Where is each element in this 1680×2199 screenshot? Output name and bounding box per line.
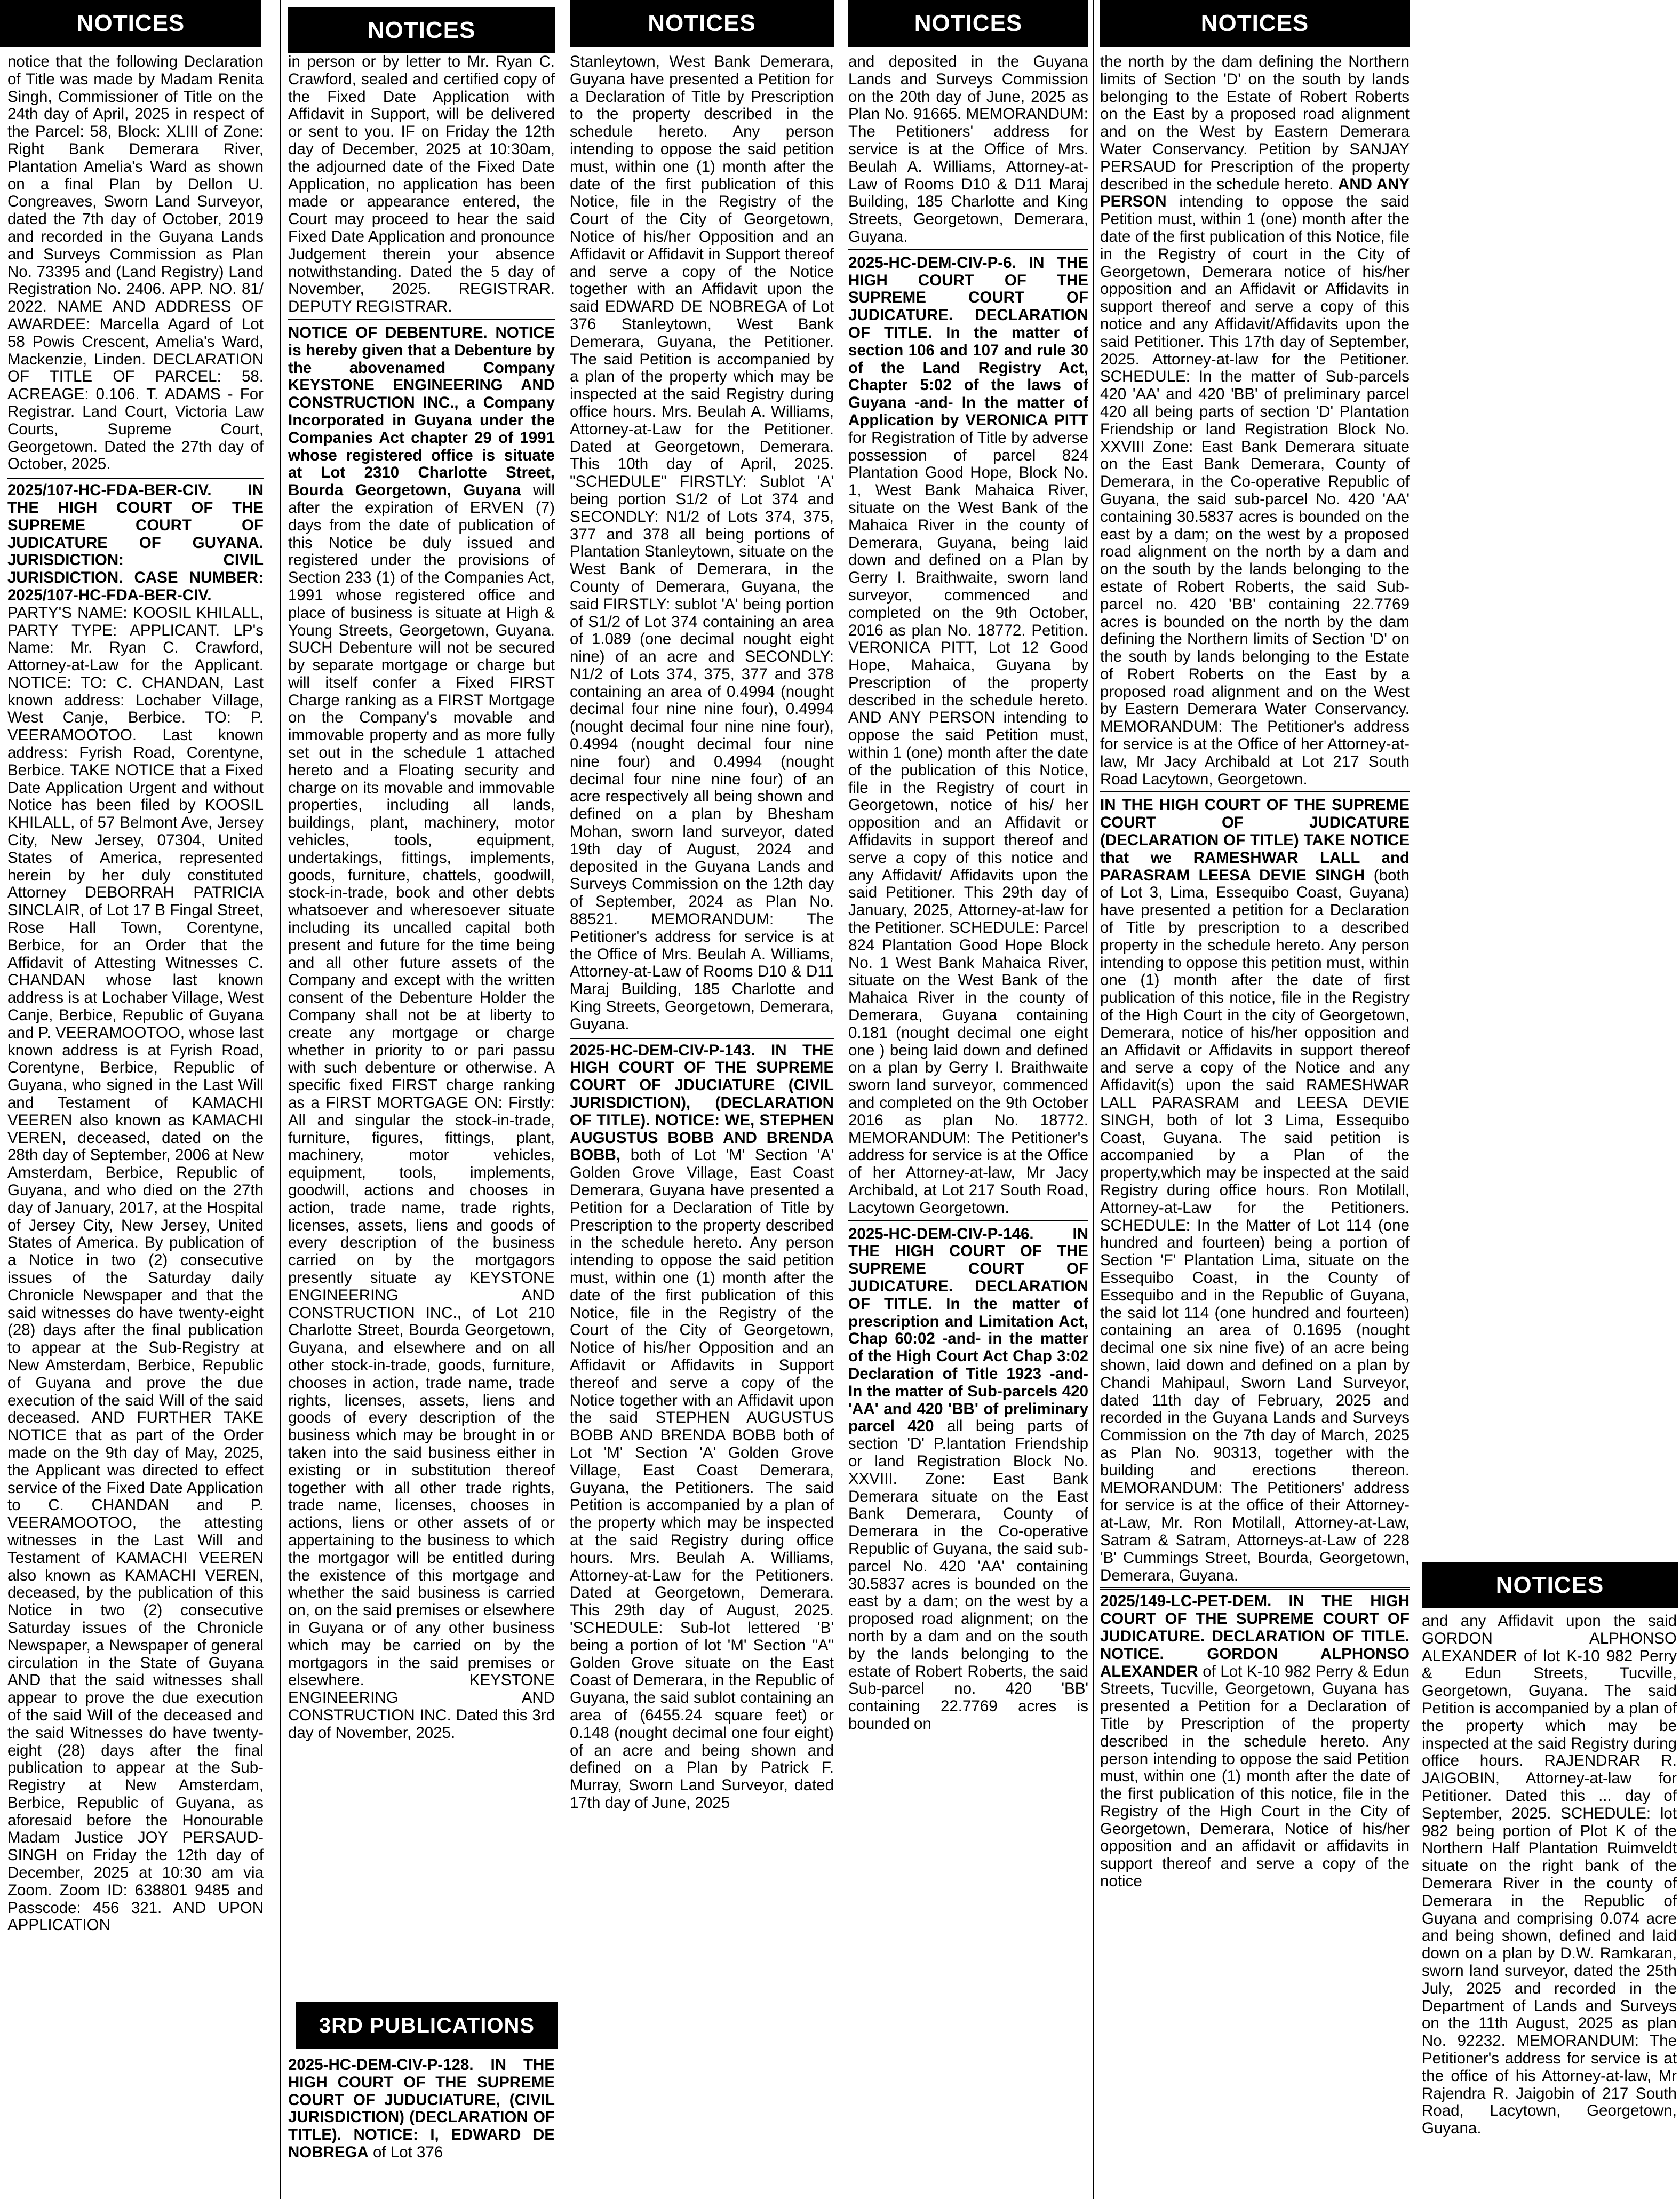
notices-header: NOTICES xyxy=(288,7,555,53)
notice-heading: 2025-HC-DEM-CIV-P-128. IN THE HIGH COURT OF THE SUPREME COURT OF JUDUCIATURE, (CIVIL JURISDICTION) (DECLARATION OF TITLE). NOTICE: I, EDWARD DE NOBREGA xyxy=(288,2056,555,2161)
notice-heading: 2025-HC-DEM-CIV-P-143. IN THE HIGH COURT OF THE SUPREME COURT OF JDUCIATURE (CIVIL JURISDICTION), (DECLARATION OF TITLE). NOTICE: WE, STEPHEN AUGUSTUS BOBB AND BRENDA BOBB, xyxy=(570,1041,834,1164)
notice-text: Stanleytown, West Bank Demerara, Guyana have presented a Petition for a Declaration of Title by Prescription to the property described in the schedule hereto. Any person intending to oppose the said petition must, within one (1) month after the date of the first publication of this Notice, file in the Registry of the Court of the City of Georgetown, Notice of his/her Opposition and an Affidavit or Affidavit in Support thereof and serve a copy of the Notice together with an Affidavit upon the said EDWARD DE NOBREGA of Lot 376 Stanleytown, West Bank Demerara, Guyana, the Petitioner. The said Petition is accompanied by a plan of the property which may be inspected at the said Registry during office hours. Mrs. Beulah A. Williams, Attorney-at-Law for the Petitioner. Dated at Georgetown, Demerara. This 10th day of April, 2025. "SCHEDULE" FIRSTLY: Sublot 'A' being portion S1/2 of Lot 374 and SECONDLY: N1/2 of Lots 374, 375, 377 and 378 all being portions of Plantation Stanleytown, situate on the West Bank of Demerara, in the County of Demerara, Guyana, the said FIRSTLY: sublot 'A' being portion of S1/2 of Lot 374 containing an area of 1.089 (one decimal nought eight nine) of an acre and SECONDLY: N1/2 of Lots 374, 375, 377 and 378 containing an area of 0.4994 (nought decimal four nine nine four), 0.4994 (nought decimal four nine nine four), 0.4994 (nought decimal four nine nine four) and 0.4994 (nought decimal four nine nine four) of an acre respectively all being shown and defined on a plan by Bhesham Mohan, sworn land surveyor, dated 19th day of August, 2024 and deposited in the Guyana Lands and Surveys Commission on the 12th day of September, 2024 as Plan No. 88521. MEMORANDUM: The Petitioner's address for service is at the Office of Mrs. Beulah A. Williams, Attorney-at-Law of Rooms D10 & D11 Maraj Building, 185 Charlotte and King Streets, Georgetown, Demerara, Guyana. xyxy=(570,53,834,1033)
notice-text: for Registration of Title by adverse possession of parcel 824 Plantation Good Hope, Block No. 1, West Bank Mahaica River, situate on the West Bank of the Mahaica River in the county of Demerara, Guyana, being laid down and defined on a Plan by Gerry I. Braithwaite, sworn land surveyor, commenced and completed on the 9th October, 2016 as plan No. 18772. Petition. VERONICA PITT, Lot 12 Good Hope, Mahaica, Guyana by Prescription of the property described in the schedule hereto. AND ANY PERSON intending to oppose the said Petition must, within 1 (one) month after the date of the publication of this Notice, file in the Registry of court in Georgetown, notice of his/ her opposition and an Affidavit or Affidavits in support thereof and serve a copy of this notice and any Affidavit/ Affidavits upon the said Petitioner. This 29th day of January, 2025, Attorney-at-law for the Petitioner. SCHEDULE: Parcel 824 Plantation Good Hope Block No. 1 West Bank Mahaica River, situate on the West Bank of the Mahaica River in the county of Demerara, Guyana containing 0.181 (nought decimal one eight one ) being laid down and defined on a plan by Gerry I. Braithwaite sworn land surveyor, commenced and completed on the 9th October 2016 as plan No. 18772. MEMORANDUM: The Petitioner's address for service is at the Office of her Attorney-at-law, Mr Jacy Archibald, at Lot 217 South Road, Lacytown Georgetown. xyxy=(848,428,1088,1217)
column-6 xyxy=(1422,1613,1677,2194)
column-1 xyxy=(7,53,264,2193)
notices-header: NOTICES xyxy=(848,0,1088,47)
column-divider xyxy=(280,0,281,2199)
notice-text: and deposited in the Guyana Lands and Surveys Commission on the 20th day of June, 2025 as Plan No. 91665. MEMORANDUM: The Petitioners' address for service is at the Office of Mrs. Beulah A. Williams, Attorney-at-Law of Rooms D10 & D11 Maraj Building, 185 Charlotte and King Streets, Georgetown, Demerara, Guyana. xyxy=(848,53,1088,245)
notice-emphasis: AND ANY PERSON xyxy=(1100,175,1410,211)
column-divider xyxy=(1093,0,1094,2199)
notice-text: the north by the dam defining the Northern limits of Section 'D' on the south by lands belonging to the Estate of Robert Roberts on the East by a proposed road alignment and on the West by Eastern Demerara Water Conservancy. Petition by SANJAY PERSAUD for Prescription of the property described in the schedule hereto. xyxy=(1100,53,1410,193)
notice-separator xyxy=(848,249,1088,251)
notice-separator xyxy=(1100,791,1410,793)
notice-text: of Lot K-10 982 Perry & Edun Streets, Tucville, Georgetown, Guyana has presented a Petition for a Declaration of Title by Prescription of the property described in the schedule hereto. Any person intending to oppose the said Petition must, within one (1) month after the date of the first publication of this notice, file in the Registry of the High Court in the City of Georgetown, Demerara, Notice of his/her opposition and an affidavit or affidavits in support thereof and serve a copy of the notice xyxy=(1100,1662,1410,1891)
notice-text: will after the expiration of ERVEN (7) days from the date of publication of this Notice be duly issued and registered under the provisions of Section 233 (1) of the Companies Act, 1991 whose registered office and place of business is situate at High & Young Streets, Georgetown, Guyana. SUCH Debenture will not be secured by separate mortgage or charge but will itself confer a Fixed FIRST Charge ranking as a FIRST Mortgage on the Company's movable and immovable property and as more fully set out in the schedule 1 attached hereto and a Floating security and charge on its movable and immovable properties, including all lands, buildings, plant, machinery, motor vehicles, tools, equipment, undertakings, fittings, implements, goods, furniture, chattels, goodwill, stock-in-trade, book and other debts whatsoever and wheresoever situate including its uncalled capital both present and future for the time being and all other future assets of the Company and except with the written consent of the Debenture Holder the Company shall not be at liberty to create any mortgage or charge whether in priority to or pari passu with such debenture or otherwise. A specific fixed FIRST charge ranking as a FIRST MORTGAGE ON: Firstly: All and singular the stock-in-trade, furniture, figures, fittings, plant, machinery, motor vehicles, equipment, tools, implements, goodwill, actions and chooses in action, trade name, trade rights, licenses, assets, liens and goods of every description of the business carried on by the mortgagors presently situate ay KEYSTONE ENGINEERING AND CONSTRUCTION INC., of Lot 210 Charlotte Street, Bourda Georgetown, Guyana, and elsewhere and on all other stock-in-trade, goods, furniture, chooses in action, trade name, trade rights, licenses, assets, liens and goods of every description of the business which may be brought in or taken into the said business either in existing or in substitution thereof together with all other trade rights, trade name, licenses, chooses in actions, liens or other assets of or appertaining to the business to which the mortgagor will be entitled during the existence of this mortgage and whether the said business is carried on, on the said premises or elsewhere in Guyana or of any other business which may be carried on by the mortgagors in the said premises or elsewhere. KEYSTONE ENGINEERING AND CONSTRUCTION INC. Dated this 3rd day of November, 2025. xyxy=(288,481,555,1742)
notice-heading: NOTICE OF DEBENTURE. NOTICE is hereby given that a Debenture by the abovenamed Company KEYSTONE ENGINEERING AND CONSTRUCTION INC., a Company Incorporated in Guyana under the Companies Act chapter 29 of 1991 whose registered office is situate at Lot 2310 Charlotte Street, Bourda Georgetown, Guyana xyxy=(288,323,555,499)
column-2 xyxy=(288,53,555,2193)
notice-heading: 2025/149-LC-PET-DEM. IN THE HIGH COURT OF THE SUPREME COURT OF JUDICATURE. DECLARATION OF TITLE. NOTICE. GORDON ALPHONSO ALEXANDER xyxy=(1100,1592,1410,1680)
notice-text: PARTY'S NAME: KOOSIL KHILALL, PARTY TYPE: APPLICANT. LP's Name: Mr. Ryan C. Crawford, Attorney-at-Law for the Applicant. NOTICE: TO: C. CHANDAN, Last known address: Lochaber Village, West Canje, Berbice. TO: P. VEERAMOOTOO. Last known address: Fyrish Road, Corentyne, Berbice. TAKE NOTICE that a Fixed Date Application Urgent and without Notice has been filed by KOOSIL KHILALL, of 57 Belmont Ave, Jersey City, New Jersey, 07304, United States of America, represented herein by her duly constituted Attorney DEBORRAH PATRICIA SINCLAIR, of Lot 17 B Fingal Street, Rose Hall Town, Corentyne, Berbice, for an Order that the Affidavit of Attesting Witnesses C. CHANDAN whose last known address is at Lochaber Village, West Canje, Berbice, Republic of Guyana and P. VEERAMOOTOO, whose last known address is at Fyrish Road, Corentyne, Berbice, Republic of Guyana, who signed in the Last Will and Testament of KAMACHI VEEREN also known as KAMACHI VEREN, deceased, dated on the 28th day of September, 2006 at New Amsterdam, Berbice, Republic of Guyana, and who died on the 27th day of January, 2017, at the Hospital of Jersey City, New Jersey, United States of America. By publication of a Notice in two (2) consecutive issues of the Saturday daily Chronicle Newspaper and that the said witnesses do have twenty-eight (28) days after the final publication to appear at the Sub-Registry at New Amsterdam, Berbice, Republic of Guyana and prove the due execution of the said Will of the said deceased. AND FURTHER TAKE NOTICE that as part of the Order made on the 9th day of May, 2025, the Applicant was directed to effect service of the Fixed Date Application to C. CHANDAN and P. VEERAMOOTOO, the attesting witnesses in the Last Will and Testament of KAMACHI VEEREN also known as KAMACHI VEREN, deceased, by the publication of this Notice in two (2) consecutive Saturday issues of the Chronicle Newspaper, a Newspaper of general circulation in the State of Guyana AND that the said witnesses shall appear to prove the due execution of the said Will of the deceased and the said Witnesses do have twenty-eight (28) days after the final publication to appear at the Sub-Registry at New Amsterdam, Berbice, Republic of Guyana, as aforesaid before the Honourable Madam Justice JOY PERSAUD-SINGH on Friday the 12th day of December, 2025 at 10:30 am via Zoom. Zoom ID: 638801 9485 and Passcode: 456 321. AND UPON APPLICATION xyxy=(7,604,264,1934)
third-publications-header: 3RD PUBLICATIONS xyxy=(296,2002,558,2049)
notices-header: NOTICES xyxy=(570,0,834,47)
notice-separator xyxy=(570,1037,834,1039)
notice-heading: IN THE HIGH COURT OF THE SUPREME COURT OF JUDICATURE (DECLARATION OF TITLE) TAKE NOTICE that we RAMESHWAR LALL and PARASRAM LEESA DEVIE SINGH xyxy=(1100,796,1410,884)
notice-text: in person or by letter to Mr. Ryan C. Crawford, sealed and certified copy of the Fixed Date Application with Affidavit in Support, will be delivered or sent to you. IF on Friday the 12th day of December, 2025 at 10:30am, the adjourned date of the Fixed Date Application, no application has been made or appearance entered, the Court may proceed to hear the said Fixed Date Application and pronounce Judgement therein your absence notwithstanding. Dated the 5 day of November, 2025. REGISTRAR. DEPUTY REGISTRAR. xyxy=(288,53,555,316)
notice-heading: 2025/107-HC-FDA-BER-CIV. IN THE HIGH COURT OF THE SUPREME COURT OF JUDICATURE OF GUYANA. JURISDICTION: CIVIL JURISDICTION. CASE NUMBER: 2025/107-HC-FDA-BER-CIV. xyxy=(7,481,264,604)
notice-text: all being parts of section 'D' P.lantation Friendship or land Registration Block No. XXVIII. Zone: East Bank Demerara situate on the East Bank Demerara, County of Demerara in the Co-operative Republic of Guyana, the said sub-parcel No. 420 'AA' containing 30.5837 acres is bounded on the east by a dam; on the west by a proposed road alignment; on the north by a dam and on the south by the lands belonging to the estate of Robert Roberts, the said Sub-parcel no. 420 'BB' containing 22.7769 acres is bounded on xyxy=(848,1417,1088,1733)
notice-separator xyxy=(848,1220,1088,1222)
notice-heading: 2025-HC-DEM-CIV-P-146. IN THE HIGH COURT OF THE SUPREME COURT OF JUDICATURE. DECLARATION OF TITLE. In the matter of prescription and Limitation Act, Chap 60:02 -and- in the matter of the High Court Act Chap 3:02 Declaration of Title 1923 -and- In the matter of Sub-parcels 420 'AA' and 420 'BB' of preliminary parcel 420 xyxy=(848,1225,1088,1435)
notice-text: (both of Lot 3, Lima, Essequibo Coast, Guyana) have presented a petition for a Declaration of Title by prescription to a described property in the schedule hereto. Any person intending to oppose this petition must, within one (1) month after the date of first publication of this notice, file in the Registry of the High Court in the city of Georgetown, Demerara, notice of his/her opposition and an Affidavit or Affidavits in support thereof and serve a copy of the Notice and any Affidavit(s) upon the said RAMESHWAR LALL PARASRAM and LEESA DEVIE SINGH, both of lot 3 Lima, Essequibo Coast, Guyana. The said petition is accompanied by a Plan of the property,which may be inspected at the said Registry during office hours. Ron Motilall, Attorney-at-Law for the Petitioners. SCHEDULE: In the Matter of Lot 114 (one hundred and fourteen) being a portion of Section 'F' Plantation Lima, situate on the Essequibo Coast, in the County of Essequibo and in the Republic of Guyana, the said lot 114 (one hundred and fourteen) containing an area of 0.1695 (nought decimal one six nine five) of an acre being shown, laid down and defined on a plan by Chandi Mahipaul, Sworn Land Surveyor, dated 11th day of February, 2025 and recorded in the Guyana Lands and Surveys Commission on the 7th day of March, 2025 as Plan No. 90313, together with the building and erections thereon. MEMORANDUM: The Petitioners' address for service is at the office of their Attorney-at-Law, Mr. Ron Motilall, Attorney-at-Law, Satram & Satram, Attorneys-at-Law of 228 'B' Cummings Street, Bourda, Georgetown, Demerara, Guyana. xyxy=(1100,866,1410,1584)
notices-header: NOTICES xyxy=(0,0,261,47)
notice-text: both of Lot 'M' Section 'A' Golden Grove Village, East Coast Demerara, Guyana have presented a Petition for a Declaration of Title by Prescription to the property described in the schedule hereto. Any person intending to oppose the said petition must, within one (1) month after the date of the first publication of this Notice, file in the Registry of the Court of the City of Georgetown, Notice of his/her Opposition and an Affidavit or Affidavits in Support thereof and serve a copy of the Notice together with an Affidavit upon the said STEPHEN AUGUSTUS BOBB AND BRENDA BOBB both of Lot 'M' Section 'A' Golden Grove Village, East Coast Demerara, Guyana, the Petitioners. The said Petition is accompanied by a plan of the property which may be inspected at the said Registry during office hours. Mrs. Beulah A. Williams, Attorney-at-Law for the Petitioners. Dated at Georgetown, Demerara. This 29th day of August, 2025. 'SCHEDULE: Sub-lot lettered 'B' being a portion of lot 'M' Section "A" Golden Grove situate on the East Coast of Demerara, in the Republic of Guyana, the said sublot containing an area of (6455.24 square feet) or 0.148 (nought decimal one four eight) of an acre and being shown and defined on a Plan by Patrick F. Murray, Sworn Land Surveyor, dated 17th day of June, 2025 xyxy=(570,1146,834,1812)
notices-header: NOTICES xyxy=(1100,0,1410,47)
notice-text: notice that the following Declaration of Title was made by Madam Renita Singh, Commissioner of Title on the 24th day of April, 2025 in respect of the Parcel: 58, Block: XLIII of Zone: Right Bank Demerara River, Plantation Amelia's Ward as shown on a final Plan by Dellon U. Congreaves, Sworn Land Surveyor, dated the 7th day of October, 2019 and recorded in the Guyana Lands and Surveys Commission as Plan No. 73395 and (Land Registry) Land Registration No. 2406. APP. NO. 81/ 2022. NAME AND ADDRESS OF AWARDEE: Marcella Agard of Lot 58 Powis Crescent, Amelia's Ward, Mackenzie, Linden. DECLARATION OF TITLE OF PARCEL: 58. ACREAGE: 0.106. T. ADAMS - For Registrar. Land Court, Victoria Law Courts, Supreme Court, Georgetown. Dated the 27th day of October, 2025. xyxy=(7,53,264,473)
column-3 xyxy=(570,53,834,2193)
notice-heading: 2025-HC-DEM-CIV-P-6. IN THE HIGH COURT OF THE SUPREME COURT OF JUDICATURE. DECLARATION OF TITLE. In the matter of section 106 and 107 and rule 30 of the Land Registry Act, Chapter 5:02 of the laws of Guyana -and- In the matter of Application by VERONICA PITT xyxy=(848,253,1088,429)
notice-separator xyxy=(1100,1587,1410,1590)
notices-header: NOTICES xyxy=(1422,1562,1678,1608)
notice-text: and any Affidavit upon the said GORDON ALPHONSO ALEXANDER of lot K-10 982 Perry & Edun Streets, Tucville, Georgetown, Guyana. The said Petition is accompanied by a plan of the property which may be inspected at the said Registry during office hours. RAJENDRAR R. JAIGOBIN, Attorney-at-law for Petitioner. Dated this ... day of September, 2025. SCHEDULE: lot 982 being portion of Plot K of the Northern Half Plantation Ruimveldt situate on the right bank of the Demerara River in the county of Demerara in the Republic of Guyana and comprising 0.074 acre and being shown, defined and laid down on a plan by D.W. Ramkaran, sworn land surveyor, dated the 25th July, 2025 and recorded in the Department of Lands and Surveys on the 11th August, 2025 as plan No. 92232. MEMORANDUM: The Petitioner's address for service is at the office of his Attorney-at-law, Mr Rajendra R. Jaigobin of 217 South Road, Lacytown, Georgetown, Guyana. xyxy=(1422,1613,1677,2138)
column-5 xyxy=(1100,53,1410,2193)
notice-separator xyxy=(288,319,555,321)
notice-separator xyxy=(7,477,264,479)
notice-text: intending to oppose the said Petition must, within 1 (one) month after the date of the first publication of this Notice, file in the Registry of court in the City of Georgetown, Demerara notice of his/her opposition and an Affidavit or Affidavits in support thereof and serve a copy of this notice and any Affidavit/Affidavits upon the said Petitioner. This 17th day of September, 2025. Attorney-at-law for the Petitioner. SCHEDULE: In the matter of Sub-parcels 420 'AA' and 420 'BB' of preliminary parcel 420 all being parts of section 'D' Plantation Friendship or land Registration Block No. XXVIII Zone: East Bank Demerara situate on the East Bank Demerara, County of Demerara, in the Co-operative Republic of Guyana, the said sub-parcel No. 420 'AA' containing 30.5837 acres is bounded on the east by a dam; on the west by a proposed road alignment on the north by a dam and on the south by the lands belonging to the estate of Robert Roberts, the said Sub-parcel no. 420 'BB' containing 22.7769 acres is bounded on the north by the dam defining the Northern limits of Section 'D' on the south by lands belonging to the Estate of Robert Roberts on the East by a proposed road alignment and on the West by Eastern Demerara Water Conservancy. MEMORANDUM: The Petitioner's address for service is at the Office of her Attorney-at-law, Mr Jacy Archibald at Lot 217 South Road Lacytown, Georgetown. xyxy=(1100,193,1410,788)
column-4 xyxy=(848,53,1088,2193)
notice-text: of Lot 376 xyxy=(373,2143,443,2161)
